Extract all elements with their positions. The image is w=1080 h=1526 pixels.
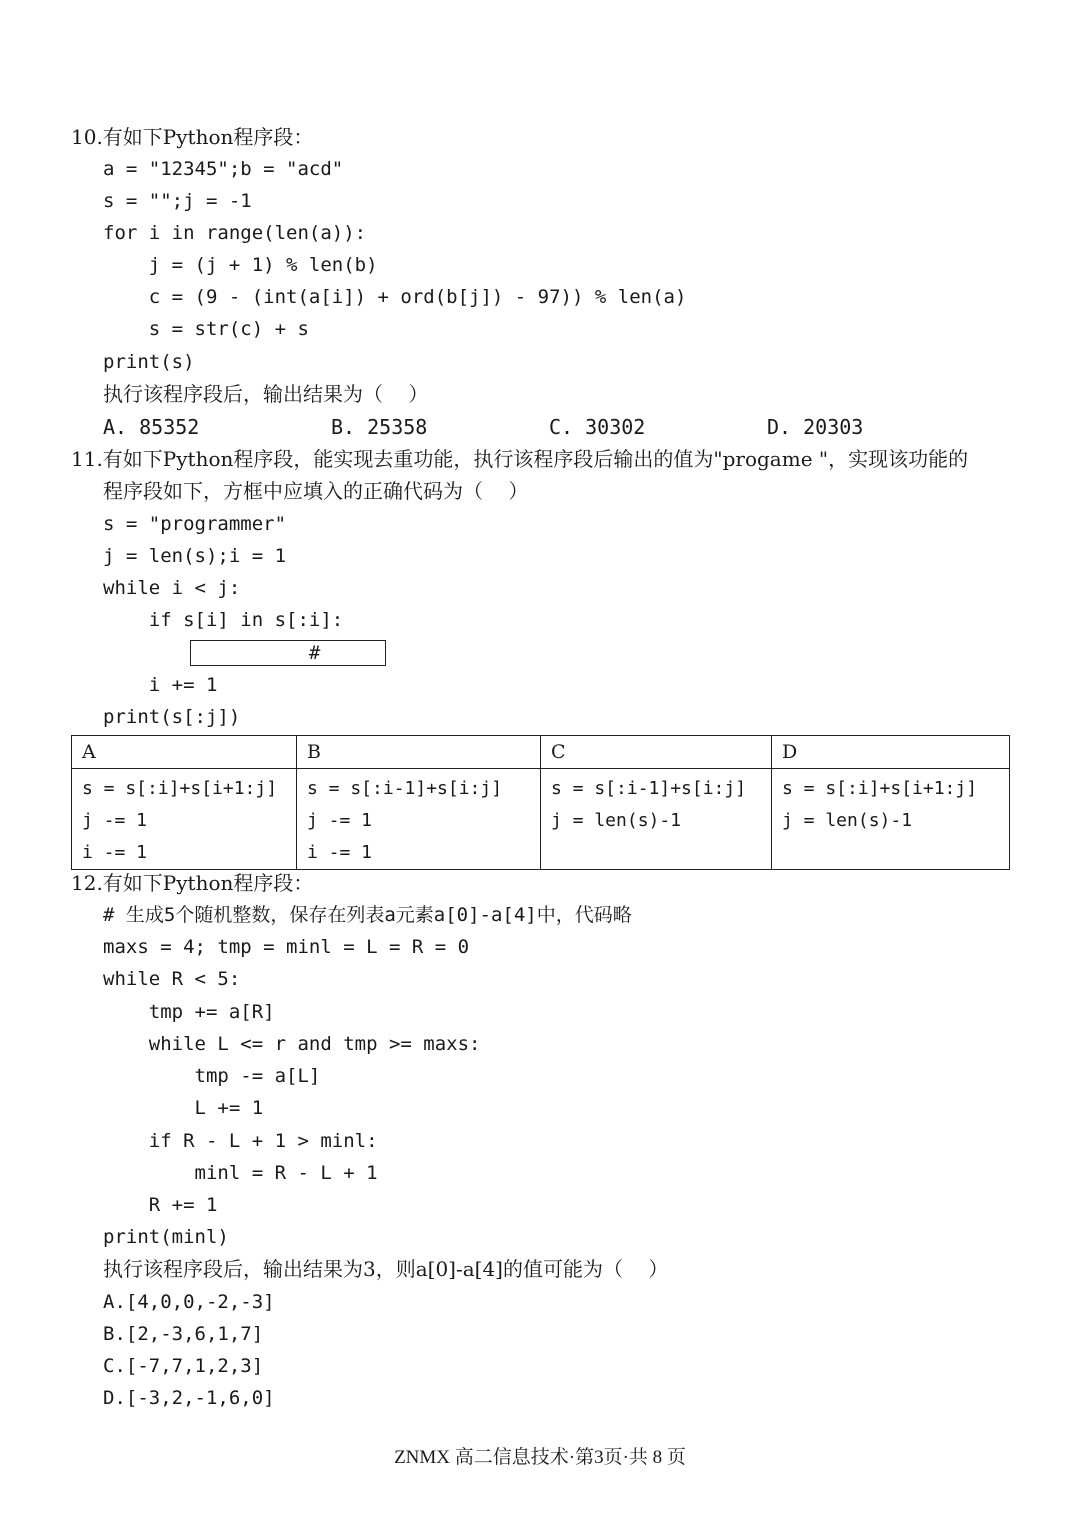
- q11-code-line-4: if s[i] in s[:i]:: [103, 609, 344, 631]
- q10-option-a: A. 85352: [103, 415, 200, 439]
- q11-code-line-2: j = len(s);i = 1: [103, 545, 287, 567]
- q12-option-c: C.[-7,7,1,2,3]: [103, 1355, 264, 1377]
- q10-option-d: D. 20303: [767, 415, 864, 439]
- cell-d-line-1: s = s[:i]+s[i+1:j]: [782, 778, 978, 799]
- table-header-a: A: [72, 736, 297, 769]
- q10-code-line-4: j = (j + 1) % len(b): [103, 254, 378, 276]
- q10-code-line-1: a = "12345";b = "acd": [103, 158, 344, 180]
- q10-code-line-5: c = (9 - (int(a[i]) + ord(b[j]) - 97)) % len(a): [103, 286, 687, 308]
- q12-code-line-11: print(minl): [103, 1226, 229, 1248]
- cell-a-line-3: i -= 1: [82, 842, 148, 863]
- q12-code-line-8: if R - L + 1 > minl:: [103, 1130, 378, 1152]
- cell-c-line-2: j = len(s)-1: [551, 810, 682, 831]
- cell-a-line-2: j -= 1: [82, 810, 148, 831]
- q12-question: 执行该程序段后，输出结果为3，则a[0]-a[4]的值可能为（ ）: [103, 1257, 669, 1281]
- cell-d-line-2: j = len(s)-1: [782, 810, 913, 831]
- q12-code-line-2: maxs = 4; tmp = minl = L = R = 0: [103, 936, 470, 958]
- table-cell-a: [72, 769, 297, 870]
- table-header-d: D: [772, 736, 1010, 769]
- q12-code-line-7: L += 1: [103, 1097, 264, 1119]
- q10-option-b: B. 25358: [331, 415, 428, 439]
- q10-code-line-6: s = str(c) + s: [103, 318, 309, 340]
- q10-option-c: C. 30302: [549, 415, 646, 439]
- cell-b-line-3: i -= 1: [307, 842, 373, 863]
- cell-c-line-1: s = s[:i-1]+s[i:j]: [551, 778, 747, 799]
- q10-code-line-2: s = "";j = -1: [103, 190, 252, 212]
- q10-code-line-3: for i in range(len(a)):: [103, 222, 367, 244]
- q12-code-line-3: while R < 5:: [103, 968, 241, 990]
- q10-question: 执行该程序段后，输出结果为（ ）: [103, 382, 429, 406]
- cell-b-line-1: s = s[:i-1]+s[i:j]: [307, 778, 503, 799]
- table-header-c: C: [541, 736, 772, 769]
- table-cell-d: [772, 769, 1010, 870]
- q12-code-line-6: tmp -= a[L]: [103, 1065, 321, 1087]
- q11-code-line-3: while i < j:: [103, 577, 241, 599]
- page-footer: ZNMX 高二信息技术·第3页·共 8 页: [394, 1447, 686, 1468]
- q12-code-line-1: # 生成5个随机整数，保存在列表a元素a[0]-a[4]中，代码略: [103, 904, 632, 926]
- q11-code-line-1: s = "programmer": [103, 513, 287, 535]
- q12-code-line-9: minl = R - L + 1: [103, 1162, 378, 1184]
- q11-code-line-6: i += 1: [103, 674, 218, 696]
- q12-code-line-4: tmp += a[R]: [103, 1001, 275, 1023]
- q12-option-b: B.[2,-3,6,1,7]: [103, 1323, 264, 1345]
- q11-options-table: [71, 735, 1010, 870]
- q12-code-line-5: while L <= r and tmp >= maxs:: [103, 1033, 481, 1055]
- cell-b-line-2: j -= 1: [307, 810, 373, 831]
- q11-stem-line-2: 程序段如下，方框中应填入的正确代码为（ ）: [103, 479, 529, 503]
- q10-code-line-7: print(s): [103, 351, 195, 373]
- cell-a-line-1: s = s[:i]+s[i+1:j]: [82, 778, 278, 799]
- q11-code-line-5: #: [103, 642, 321, 664]
- q10-stem: 10.有如下Python程序段：: [71, 125, 314, 149]
- table-header-b: B: [297, 736, 541, 769]
- q12-code-line-10: R += 1: [103, 1194, 218, 1216]
- q12-stem: 12.有如下Python程序段：: [71, 871, 314, 895]
- q11-code-line-7: print(s[:j]): [103, 706, 241, 728]
- q12-option-d: D.[-3,2,-1,6,0]: [103, 1387, 275, 1409]
- table-row: [72, 769, 1010, 870]
- q12-option-a: A.[4,0,0,-2,-3]: [103, 1291, 275, 1313]
- table-cell-c: [541, 769, 772, 870]
- table-header-row: [72, 736, 1010, 769]
- table-cell-b: [297, 769, 541, 870]
- q11-stem-line-1: 11.有如下Python程序段，能实现去重功能，执行该程序段后输出的值为"progame "，实现该功能的: [71, 447, 969, 471]
